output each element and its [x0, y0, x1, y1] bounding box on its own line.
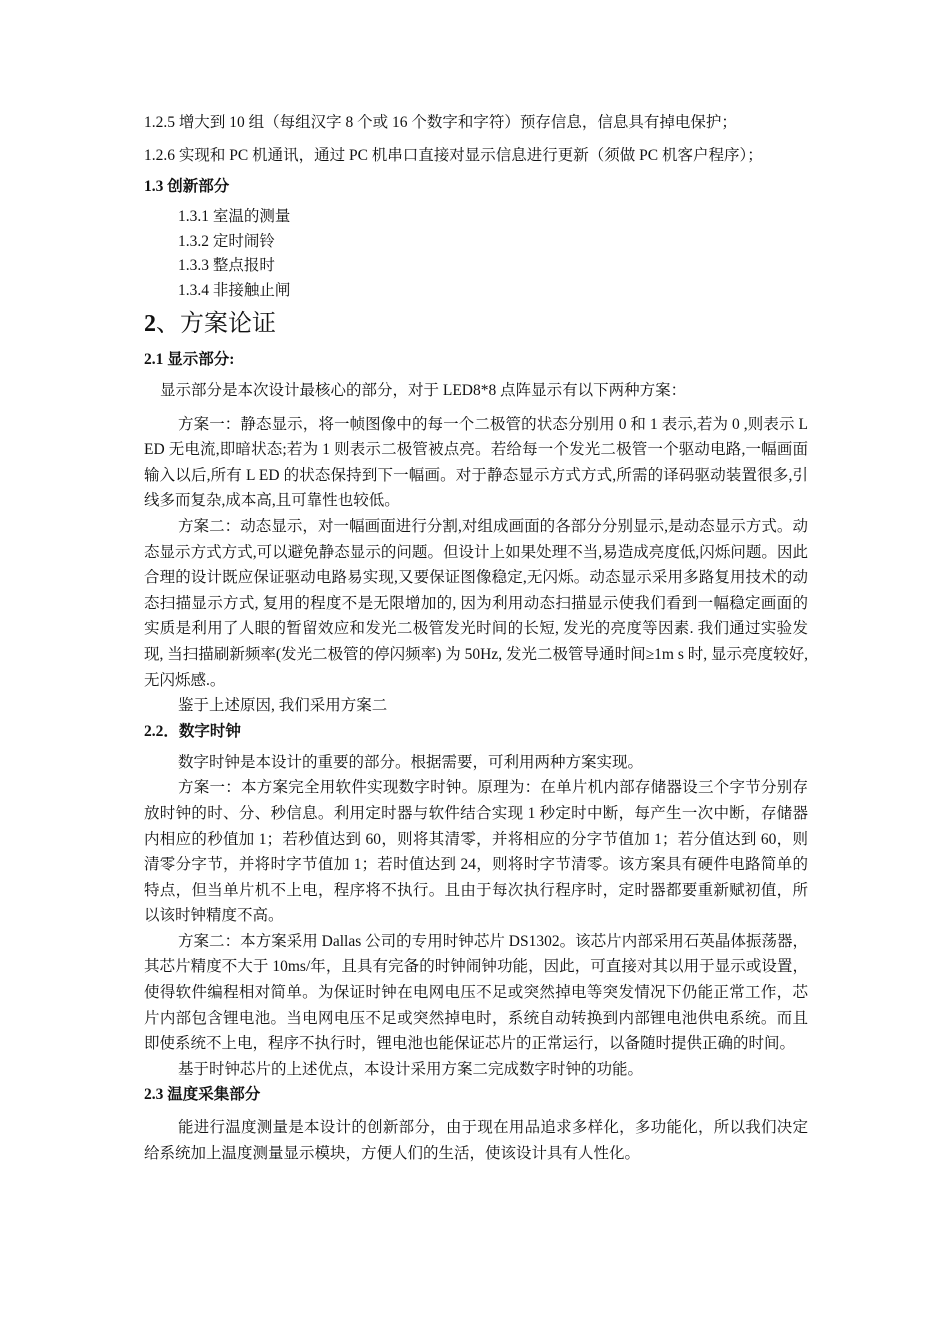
- clock-plan-2: 方案二：本方案采用 Dallas 公司的专用时钟芯片 DS1302。该芯片内部采用石英晶体振荡器，其芯片精度不大于 10ms/年，且具有完备的时钟闹钟功能，因此，可直接对其以用于显示或设置，使得软件编程相对简单。为保证时钟在电网电压不足或突然掉电等突发情况下仍能正常工作，芯片内部包含锂电池。当电网电压不足或突然掉电时，系统自动转换到内部锂电池供电系统。而且即使系统不上电，程序不执行时，锂电池也能保证芯片的正常运行，以备随时提供正确的时间。: [144, 932, 808, 1053]
- innovation-item: 1.3.4 非接触止闸: [178, 281, 291, 299]
- innovation-item: 1.3.3 整点报时: [178, 257, 275, 274]
- clock-conclusion: 基于时钟芯片的上述优点，本设计采用方案二完成数字时钟的功能。: [178, 1060, 644, 1078]
- section-2-number: 2: [144, 311, 156, 337]
- section-2-heading: [144, 307, 808, 341]
- heading-2-2: 2.2．数字时钟: [144, 722, 241, 740]
- innovation-item: 1.3.1 室温的测量: [178, 208, 291, 225]
- requirement-1-2-5: 1.2.5 增大到 10 组（每组汉字 8 个或 16 个数字和字符）预存信息，信息具有掉电保护；: [144, 114, 737, 131]
- display-conclusion: 鉴于上述原因, 我们采用方案二: [178, 697, 388, 715]
- temperature-body: 能进行温度测量是本设计的创新部分，由于现在用品追求多样化，多功能化，所以我们决定给系统加上温度测量显示模块，方便人们的生活，使该设计具有人性化。: [144, 1119, 808, 1163]
- section-2-title: 、方案论证: [156, 311, 276, 337]
- display-plan-1: 方案一：静态显示，将一帧图像中的每一个二极管的状态分别用 0 和 1 表示,若为 0 ,则表示 L ED 无电流,即暗状态;若为 1 则表示二极管被点亮。若给每一个发光二极管一个驱动电路,一幅画面输入以后,所有 L ED 的状态保持到下一幅画。对于静态显示方式方式,所需的译码驱动装置很多,引线多而复杂,成本高,且可靠性也较低。: [144, 415, 808, 510]
- document-page: [144, 110, 808, 1167]
- clock-plan-1: 方案一：本方案完全用软件实现数字时钟。原理为：在单片机内部存储器设三个字节分别存放时钟的时、分、秒信息。利用定时器与软件结合实现 1 秒定时中断，每产生一次中断，存储器内相应的秒值加 1；若秒值达到 60，则将其清零，并将相应的分字节值加 1；若分值达到 60，则清零分字节，并将时字节值加 1；若时值达到 24，则将时字节清零。该方案具有硬件电路简单的特点，但当单片机不上电，程序将不执行。且由于每次执行程序时，定时器都要重新赋初值，所以该时钟精度不高。: [144, 779, 808, 925]
- clock-intro: 数字时钟是本设计的重要的部分。根据需要，可利用两种方案实现。: [178, 753, 644, 771]
- heading-2-1: 2.1 显示部分:: [144, 351, 235, 368]
- heading-1-3: 1.3 创新部分: [144, 178, 230, 195]
- innovation-item: 1.3.2 定时闹铃: [178, 232, 275, 250]
- requirement-1-2-6: 1.2.6 实现和 PC 机通讯，通过 PC 机串口直接对显示信息进行更新（须做 PC 机客户程序）；: [144, 147, 763, 164]
- heading-2-3: 2.3 温度采集部分: [144, 1086, 261, 1104]
- display-intro: 显示部分是本次设计最核心的部分，对于 LED8*8 点阵显示有以下两种方案：: [160, 382, 687, 399]
- display-plan-2: 方案二：动态显示，对一幅画面进行分割,对组成画面的各部分分别显示,是动态显示方式。动态显示方式方式,可以避免静态显示的问题。但设计上如果处理不当,易造成亮度低,闪烁问题。因此合理的设计既应保证驱动电路易实现,又要保证图像稳定,无闪烁。动态显示采用多路复用技术的动态扫描显示方式, 复用的程度不是无限增加的, 因为利用动态扫描显示使我们看到一幅稳定画面的实质是利用了人眼的暂留效应和发光二极管发光时间的长短, 发光的亮度等因素. 我们通过实验发现, 当扫描刷新频率(发光二极管的停闪频率) 为 50Hz, 发光二极管导通时间≥1m s 时, 显示亮度较好, 无闪烁感.。: [144, 517, 808, 689]
